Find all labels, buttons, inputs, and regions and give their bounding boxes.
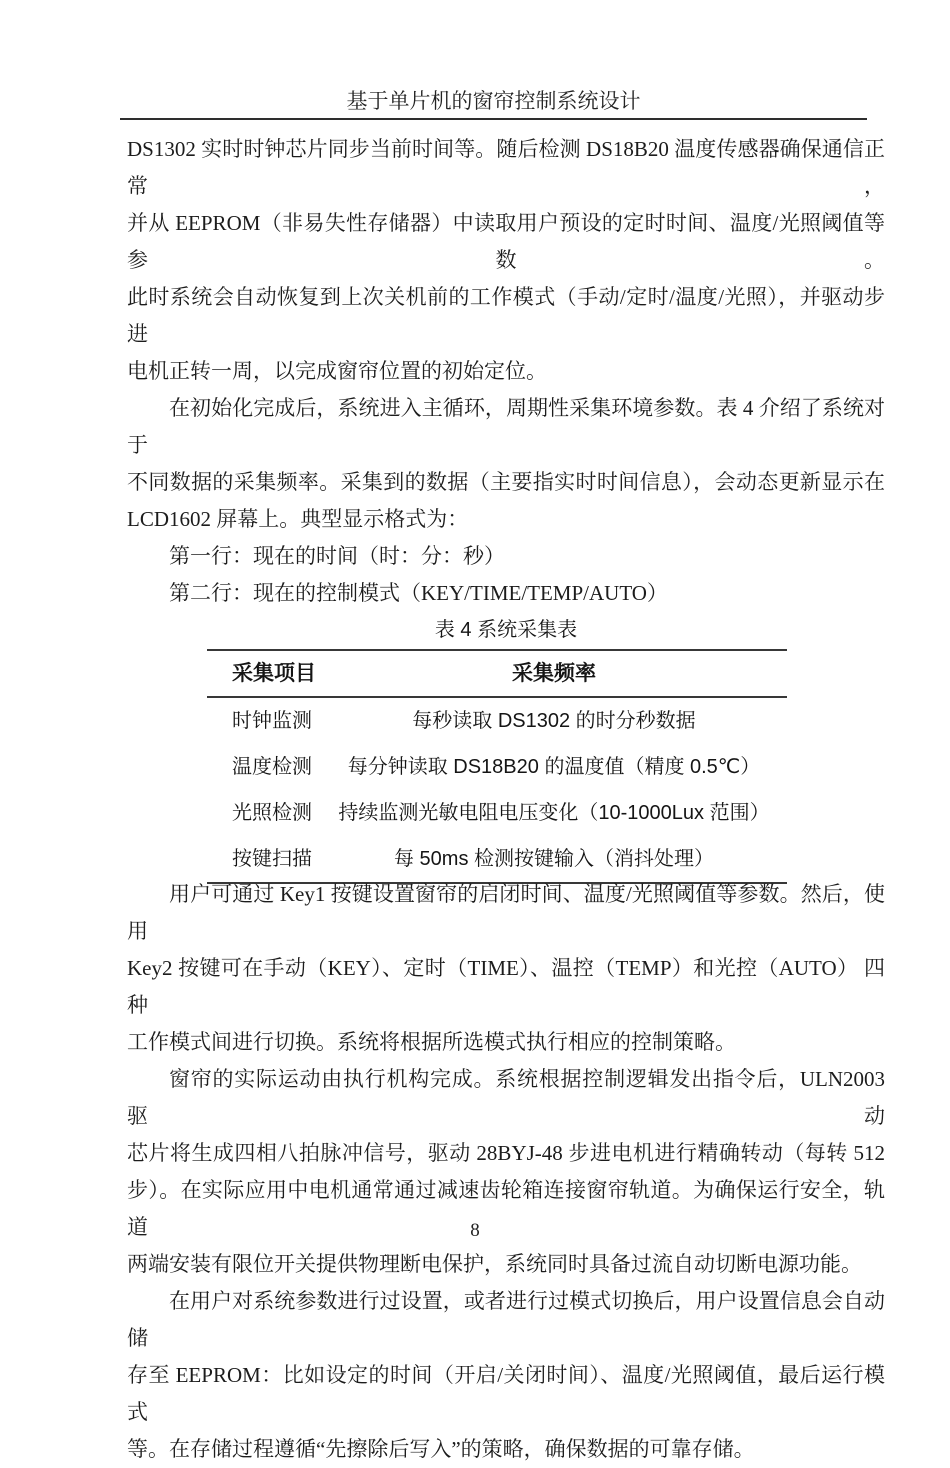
body-text-line: 并从 EEPROM（非易失性存储器）中读取用户预设的定时时间、温度/光照阈值等参数。	[127, 211, 885, 272]
body-text-line: 此时系统会自动恢复到上次关机前的工作模式（手动/定时/温度/光照），并驱动步进	[127, 285, 885, 346]
page-number: 8	[470, 1220, 480, 1241]
table-caption: 表 4 系统采集表	[434, 619, 578, 641]
data-table	[207, 649, 787, 884]
body-text-line: 等。在存储过程遵循“先擦除后写入”的策略，确保数据的可靠存储。	[127, 1437, 755, 1461]
body-text-line: 在用户对系统参数进行过设置，或者进行过模式切换后，用户设置信息会自动储	[127, 1289, 885, 1350]
table-cell-frequency: 每 50ms 检测按键输入（消抖处理）	[393, 847, 715, 870]
page-header-title: 基于单片机的窗帘控制系统设计	[346, 89, 641, 113]
page-body	[127, 131, 885, 1468]
body-text-line: DS1302 实时时钟芯片同步当前时间等。随后检测 DS18B20 温度传感器确保通信正常，	[127, 137, 885, 198]
body-text-line: 不同数据的采集频率。采集到的数据（主要指实时时间信息），会动态更新显示在	[127, 470, 885, 494]
body-text-line: 工作模式间进行切换。系统将根据所选模式执行相应的控制策略。	[127, 1030, 736, 1054]
running-header	[120, 88, 867, 120]
paragraph-3	[127, 876, 885, 1061]
table-row	[207, 698, 787, 744]
lcd-display-format-line-1: 第一行：现在的时间（时：分：秒）	[169, 544, 505, 568]
table-cell-frequency: 每分钟读取 DS18B20 的温度值（精度 0.5℃）	[347, 755, 761, 778]
table-cell-item: 按键扫描	[232, 847, 312, 870]
paragraph-2	[127, 390, 885, 538]
paragraph-5	[127, 1283, 885, 1468]
body-text-line: 存至 EEPROM：比如设定的时间（开启/关闭时间）、温度/光照阈值，最后运行模式	[127, 1363, 885, 1424]
table-row	[207, 744, 787, 790]
table-cell-frequency: 持续监测光敏电阻电压变化（10-1000Lux 范围）	[338, 801, 770, 824]
table-cell-item: 温度检测	[232, 755, 312, 778]
table-cell-item: 时钟监测	[232, 709, 312, 732]
body-text-line: 电机正转一周，以完成窗帘位置的初始定位。	[127, 359, 547, 383]
paragraph-4	[127, 1061, 885, 1283]
body-text-line: 窗帘的实际运动由执行机构完成。系统根据控制逻辑发出指令后，ULN2003 驱动	[127, 1067, 885, 1128]
table-row	[207, 790, 787, 836]
body-text-line: 步）。在实际应用中电机通常通过减速齿轮箱连接窗帘轨道。为确保运行安全，轨道	[127, 1178, 885, 1239]
body-text-line: 两端安装有限位开关提供物理断电保护，系统同时具备过流自动切断电源功能。	[127, 1252, 862, 1276]
column-header-item: 采集项目	[232, 662, 316, 685]
lcd-display-format-line-2: 第二行：现在的控制模式（KEY/TIME/TEMP/AUTO）	[169, 581, 668, 605]
table-header-row	[207, 651, 787, 698]
table-cell-item: 光照检测	[232, 801, 312, 824]
column-header-frequency: 采集频率	[512, 662, 596, 685]
body-text-line: 用户可通过 Key1 按键设置窗帘的启闭时间、温度/光照阈值等参数。然后，使用	[127, 882, 885, 943]
body-text-line: 在初始化完成后，系统进入主循环，周期性采集环境参数。表 4 介绍了系统对于	[127, 396, 885, 457]
table-cell-frequency: 每秒读取 DS1302 的时分秒数据	[412, 709, 696, 732]
body-text-line: Key2 按键可在手动（KEY）、定时（TIME）、温控（TEMP）和光控（AUTO） 四种	[127, 956, 885, 1017]
body-text-line: 芯片将生成四相八拍脉冲信号，驱动 28BYJ-48 步进电机进行精确转动（每转 512	[127, 1141, 885, 1165]
paragraph-1	[127, 131, 885, 390]
body-text-line: LCD1602 屏幕上。典型显示格式为：	[127, 507, 469, 531]
